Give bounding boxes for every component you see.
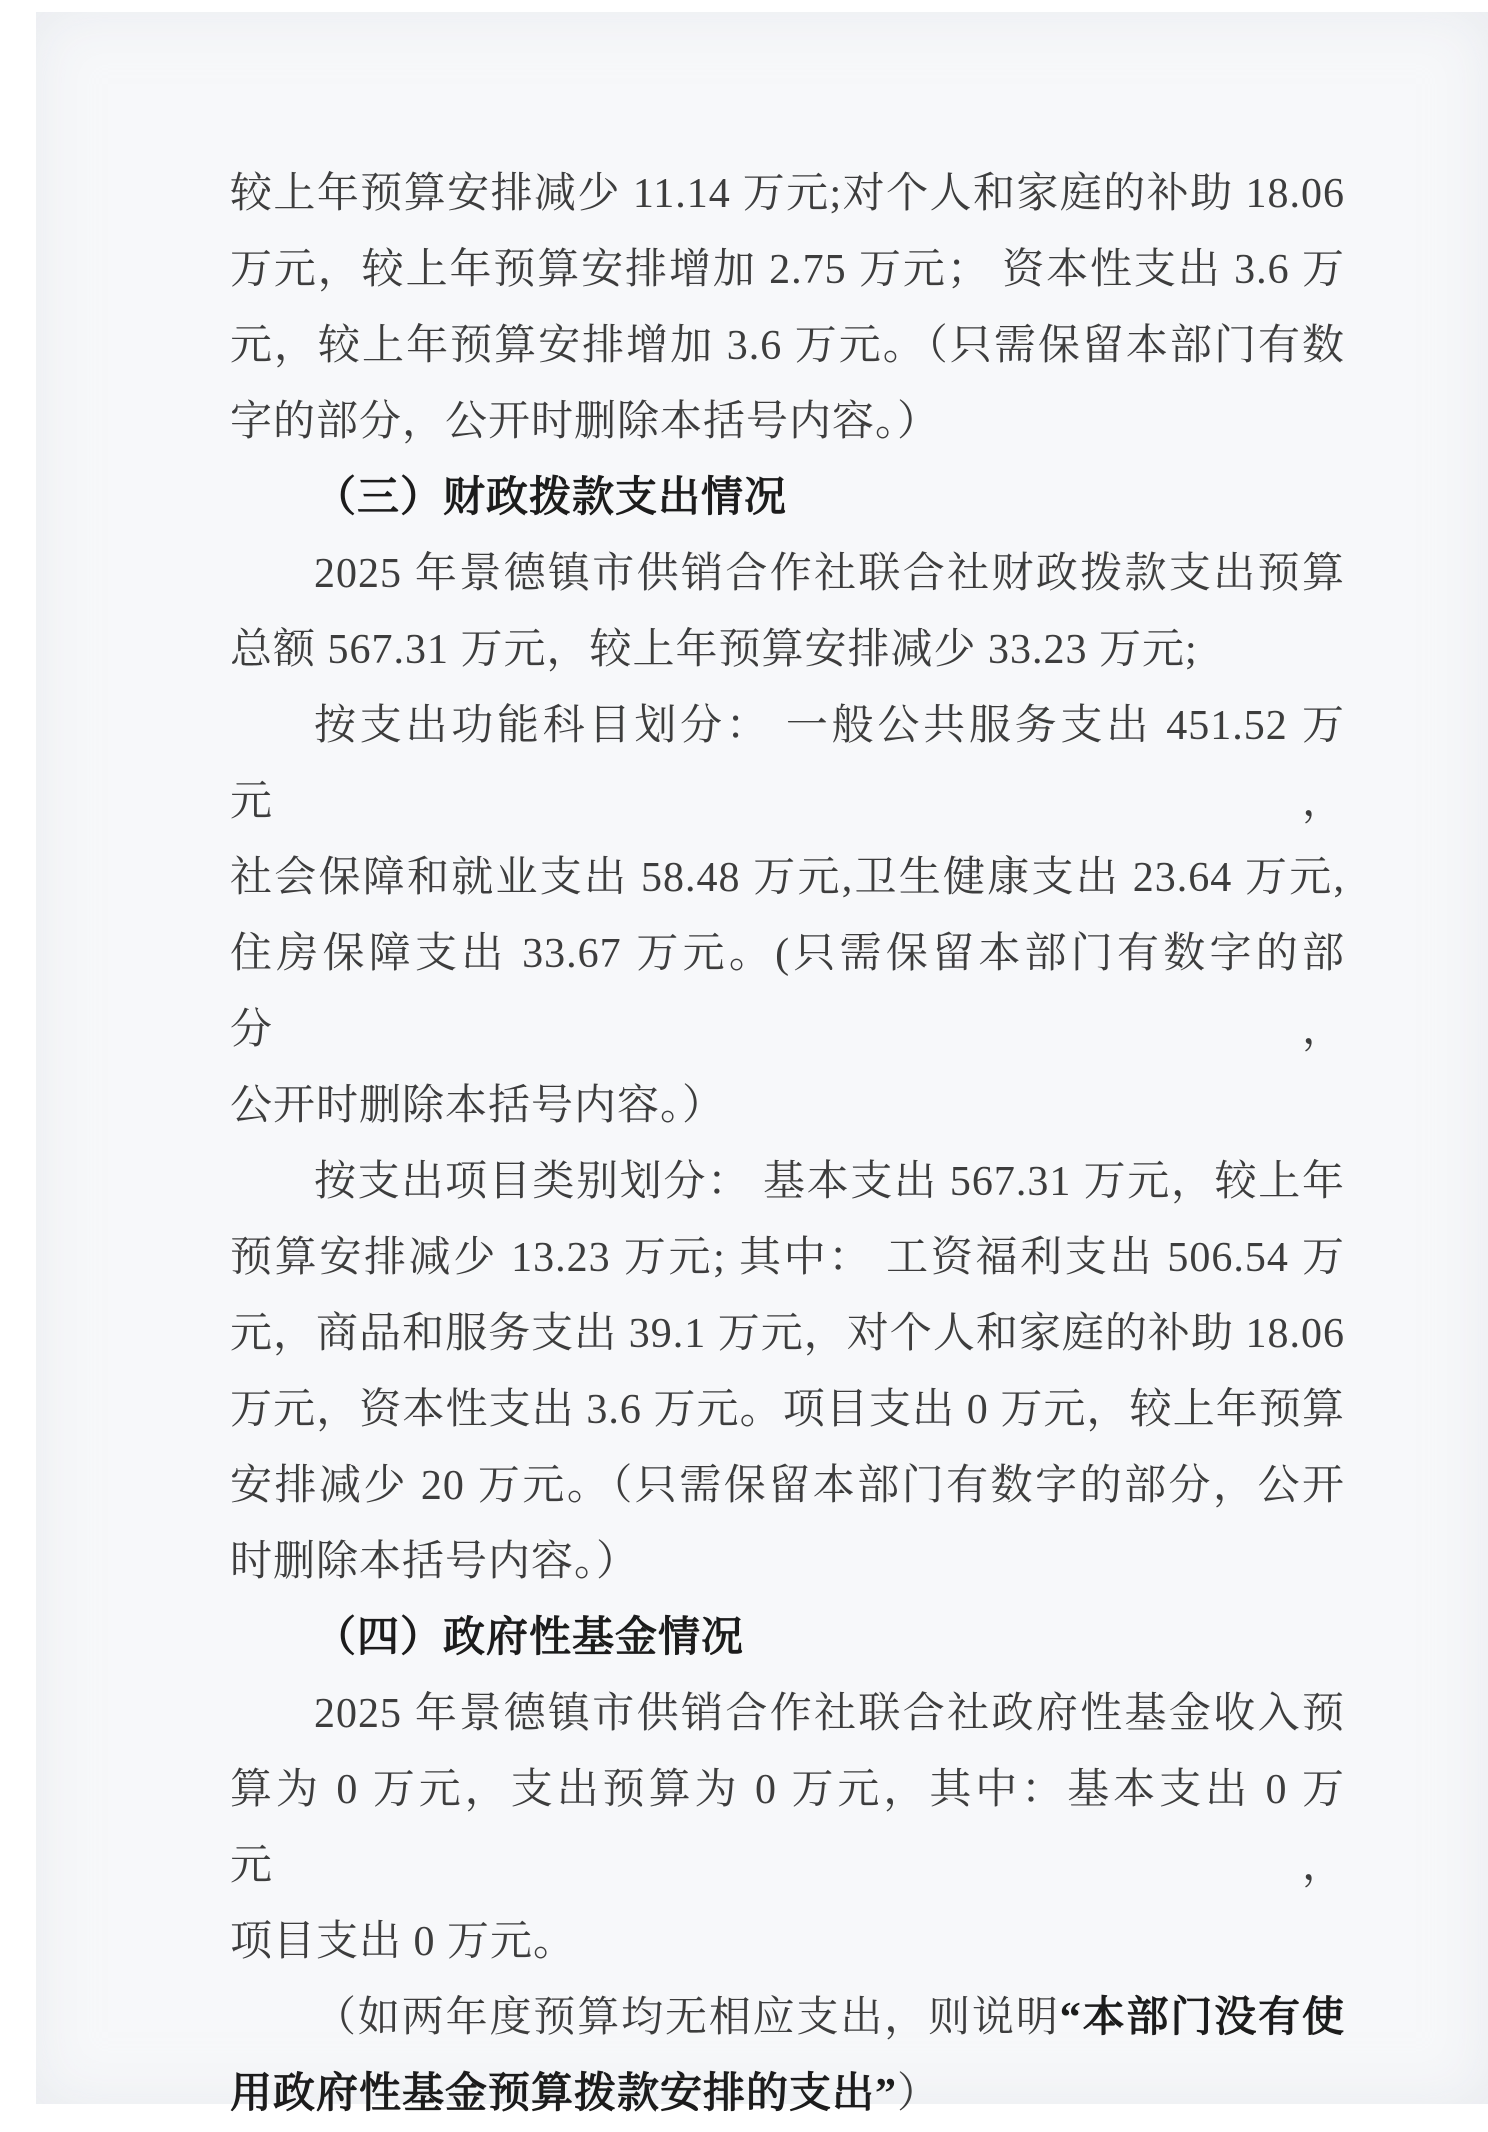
body-line: 字的部分，公开时删除本括号内容。） [230,399,941,445]
body-line: 元，较上年预算安排增加 3.6 万元。（只需保留本部门有数 [230,323,1345,369]
body-line: 按支出项目类别划分： 基本支出 567.31 万元，较上年 [314,1159,1345,1205]
body-line: 公开时删除本括号内容。） [230,1083,726,1129]
body-line: 项目支出 0 万元。 [230,1919,577,1965]
body-line: 较上年预算安排减少 11.14 万元;对个人和家庭的补助 18.06 [230,171,1345,217]
body-line: 住房保障支出 33.67 万元。(只需保留本部门有数字的部分， [230,931,1345,1053]
body-line: 元，商品和服务支出 39.1 万元，对个人和家庭的补助 18.06 [230,1311,1345,1357]
body-line: 算为 0 万元，支出预算为 0 万元，其中：基本支出 0 万元， [230,1767,1345,1889]
body-line: 总额 567.31 万元，较上年预算安排减少 33.23 万元; [230,627,1198,673]
note-text: （如两年度预算均无相应支出，则说明 [314,1995,1060,2041]
note-bold-text: 用政府性基金预算拨款安排的支出” [230,2071,898,2117]
section-heading-three: （三）财政拨款支出情况 [314,475,788,521]
note-text: ） [897,2071,941,2117]
body-line: 万元，较上年预算安排增加 2.75 万元； 资本性支出 3.6 万 [230,247,1345,293]
body-line: 预算安排减少 13.23 万元; 其中： 工资福利支出 506.54 万 [230,1235,1345,1281]
section-heading-four: （四）政府性基金情况 [314,1615,745,1661]
body-line: 2025 年景德镇市供销合作社联合社政府性基金收入预 [314,1691,1345,1737]
note-bold-text: “本部门没有使 [1059,1995,1345,2041]
body-line: 安排减少 20 万元。（只需保留本部门有数字的部分，公开 [230,1463,1345,1509]
note-line [230,1980,1345,2056]
body-line: 时删除本括号内容。） [230,1539,640,1585]
body-line: 社会保障和就业支出 58.48 万元,卫生健康支出 23.64 万元, [230,855,1345,901]
body-line: 2025 年景德镇市供销合作社联合社财政拨款支出预算 [314,551,1345,597]
body-line: 万元，资本性支出 3.6 万元。项目支出 0 万元，较上年预算 [230,1387,1345,1433]
body-line: 按支出功能科目划分： 一般公共服务支出 451.52 万元， [230,703,1345,825]
document-page [230,156,1345,2132]
note-line [230,2056,1345,2132]
